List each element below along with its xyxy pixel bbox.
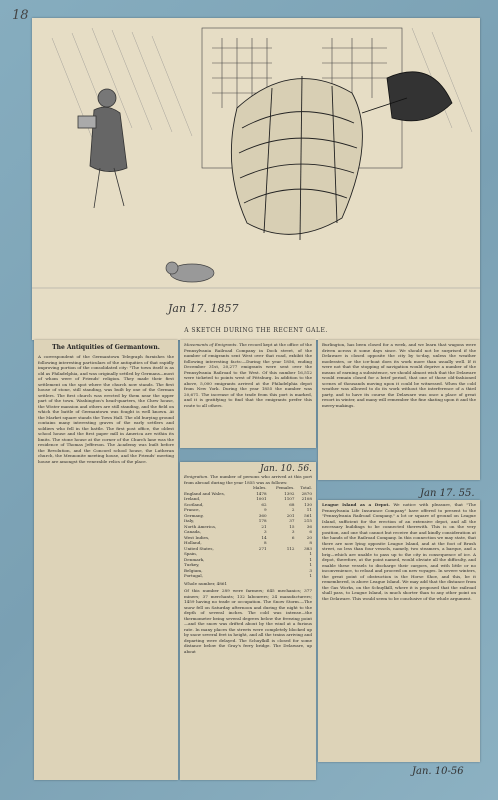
table-cell: 21: [261, 523, 267, 529]
table-cell: Portugal,: [184, 573, 203, 578]
table-cell: 215: [304, 518, 312, 523]
table-cell: Turkey,: [184, 562, 200, 567]
table-cell: 1392: [284, 490, 295, 496]
table-cell: 1107: [284, 496, 295, 501]
table-cell: Germany,: [184, 512, 204, 518]
gale-illustration: [32, 18, 480, 318]
table-cell: 8: [309, 540, 312, 545]
table-cell: 1001: [256, 496, 267, 501]
table-cell: 1: [309, 573, 312, 578]
delaware-clipping: [318, 340, 480, 480]
table-cell: 14: [261, 534, 267, 540]
umbrella-icon: [362, 72, 452, 121]
emigration-clipping: [180, 462, 316, 780]
emigration-heading: Emigration.: [184, 474, 209, 479]
table-cell: 561: [304, 512, 312, 518]
table-cell: 3: [264, 529, 267, 534]
table-cell: Denmark,: [184, 556, 205, 562]
emigration-date-handwritten: Jan. 10. 56.: [260, 464, 312, 474]
league-island-text: We notice with pleasure, that "The Pennsylvania Life Insurance Company" have offered to present to the "Pennsylvania Railroad Company," a lot or square of ground on League Island, sufficient for the erection of an extensive depot, and all the necessary buildings to be connected therewith. This is on the very position, and one that cannot but receive due and kindly consideration at the hands of the Railroad Company. In this connection we may state, that there are now lying opposite League Island, and at the foot of Brush street, no less than four vessels, namely, two steamers, a barque, and a brig—which are unable to pass up to the city in consequence of ice. A depot, therefore, at the point named, would obviate all the difficulty, and enable these vessels to discharge their cargoes, and with little or no inconvenience, to reload and proceed on new voyages. In severe winters, the great point of obstruction is the Horse Shoe, and this, be it remembered, is above League Island. We may add that the distance from the Gas Works, on the Schuylkill, where it is proposed that the railroad shall pass, to League Island, is much shorter than to any other point on the Delaware. This would seem to be conclusive of the whole argument.: [322, 502, 476, 601]
table-cell: Belgium,: [184, 567, 203, 573]
league-island-heading: League Island as a Depot.: [322, 502, 390, 507]
table-cell: United States,: [184, 545, 214, 551]
league-island-date-handwritten: Jan. 10-56: [412, 766, 464, 777]
table-cell: Spain,: [184, 551, 198, 556]
emigration-whole-number: Whole number, 4861: [184, 580, 228, 586]
table-cell: 3: [309, 567, 312, 573]
table-cell: France,: [184, 507, 200, 512]
table-cell: Canada,: [184, 529, 202, 534]
table-cell: [267, 573, 295, 579]
engraving-caption: A SKETCH DURING THE RECENT GALE.: [184, 327, 328, 334]
table-cell: 37: [289, 518, 295, 523]
league-island-clipping: [318, 500, 480, 762]
hoop-skirt-figure: [231, 76, 362, 240]
table-cell: 62: [261, 501, 267, 507]
emigration-table-body: [184, 491, 312, 579]
table-cell: 2: [291, 507, 295, 512]
emigrants-clipping: [180, 340, 316, 448]
table-cell: 178: [258, 518, 267, 523]
table-cell: Holland,: [184, 540, 202, 545]
table-cell: 130: [304, 501, 312, 507]
emigrants-text: The record kept at the office of the Pennsylvania Railroad Company in Dock street, of the number of emigrants sent West over that road, exhibit the following interesting facts:—During the year 1856, ending December 31st, 20,277 emigrants were sent over the Pennsylvania Railroad to the West. Of this number 16,512 were ticketed to points west of Pittsburg. In addition to the above, 5,000 emigrants arrived at the Philadelphia depot from New York. During the year 1855 the number was 20,671. The increase of the trade from this port is marked, and it is gratifying to find that the emigrants prefer this route to all others.: [184, 342, 312, 408]
table-cell: 2108: [301, 496, 312, 501]
engraving-date-handwritten: Jan 17. 1857: [168, 302, 239, 315]
table-header-row: Males. Females. Total.: [252, 485, 312, 490]
table-cell: 36: [306, 523, 312, 529]
table-cell: 2870: [301, 490, 312, 496]
table-cell: 6: [309, 529, 312, 534]
antiquities-clipping: [34, 340, 178, 780]
delaware-text: Burlington, has been closed for a week, and we learn that wagons were driven across it some days since. We should not be surprised if the Delaware is closed opposite the city by to-day, unless the weather moderates, or the ice-boat does its work more than usually well. If it were not that the stopping of navigation would deprive a number of the means of earning a subsistence, we should almost wish that the Delaware would remain closed for a brief period, that one of those old-fashioned scenes of thousands moving upon it could be witnessed. When the cold weather was allowed to do its work without the interference of a third party, and to have its course the Delaware was once a place of great resort in winter, and many will remember the fine skating upon it and the merry-makings.: [322, 342, 476, 408]
table-cell: 1478: [256, 490, 267, 496]
table-cell: 8: [264, 540, 267, 545]
table-cell: Scotland,: [184, 501, 204, 507]
table-cell: 360: [258, 512, 267, 518]
emigrants-heading: Movements of Emigrants.: [184, 342, 238, 347]
emigration-text: Of this number 289 were farmers; 645 mechanics; 377 miners; 37 merchants; 132 labourers; 24 manufacturers; 1459 having no trade or occupation. The Snow Storm.—The snow fell on Saturday afternoon and during the night to the depth of several inches. The cold was intense—the thermometer being several degrees below the freezing point—and the snow was drifted about by the wind at a furious rate. In many places the streets were completely blocked up by snow several feet in height, and all the trains arriving and departing were delayed. The Schuylkill is closed for some distance below the Gray's ferry bridge. The Delaware, up about: [184, 588, 312, 654]
emigration-intro: The number of persons who arrived at this port from abroad during the year 1855 was as follows:: [184, 474, 312, 485]
table-cell: Ireland,: [184, 496, 201, 501]
table-cell: 1: [309, 556, 312, 562]
table-cell: 271: [258, 545, 267, 551]
table-cell: 15: [289, 523, 295, 529]
table-cell: 112: [286, 545, 295, 551]
table-cell: 6: [291, 534, 295, 540]
table-cell: 1: [309, 551, 312, 556]
engraving-clipping: [32, 18, 480, 340]
dog-figure: [166, 262, 214, 282]
table-cell: [246, 573, 267, 579]
delaware-date-handwritten: Jan 17. 55.: [420, 488, 475, 499]
table-cell: 1: [309, 562, 312, 567]
table-cell: England and Wales,: [184, 490, 225, 496]
table-cell: 201: [286, 512, 295, 518]
table-cell: 9: [264, 507, 267, 512]
antiquities-heading: The Antiquities of Germantown.: [52, 344, 160, 351]
antiquities-text: A correspondent of the Germantown Telegraph furnishes the following interesting particulars of the antiquities of that rapidly improving portion of the consolidated city: "The town itself is as old as Philadelphia, and was originally settled by Germans—most of whom were of Friends' religion. They made their first settlement on the spot where the church now stands. The first house of stone, still standing, was built by one of the German settlers. The first church was erected by them near the upper part of the town. Washington's head-quarters, the Chew house, the Wister mansion and others are still standing, and the field on which the battle of Germantown was fought is well known. At the Market square stands the Town Hall. The old burying ground contains many interesting graves of the early settlers and soldiers who fell in the battle. The first post office, the oldest school house and the first paper mill in America are within its limits. The stone house at the corner of the Church lane was the residence of Thomas Jefferson. The Academy was built before the Revolution, and the Concord school house, the Lutheran church, the Mennonite meeting house, and the Friends' meeting house are amongst the venerable relics of the place.: [38, 354, 174, 464]
table-row: [184, 573, 312, 579]
emigration-table: [184, 485, 312, 579]
table-cell: 3: [291, 529, 295, 534]
page-number: 18: [12, 8, 29, 23]
running-child-figure: [78, 89, 127, 208]
table-cell: Italy,: [184, 518, 195, 523]
table-cell: 11: [306, 507, 312, 512]
table-cell: 68: [289, 501, 295, 507]
table-cell: 383: [304, 545, 312, 551]
table-cell: West Indies,: [184, 534, 210, 540]
table-cell: 20: [306, 534, 312, 540]
table-cell: North America,: [184, 523, 217, 529]
